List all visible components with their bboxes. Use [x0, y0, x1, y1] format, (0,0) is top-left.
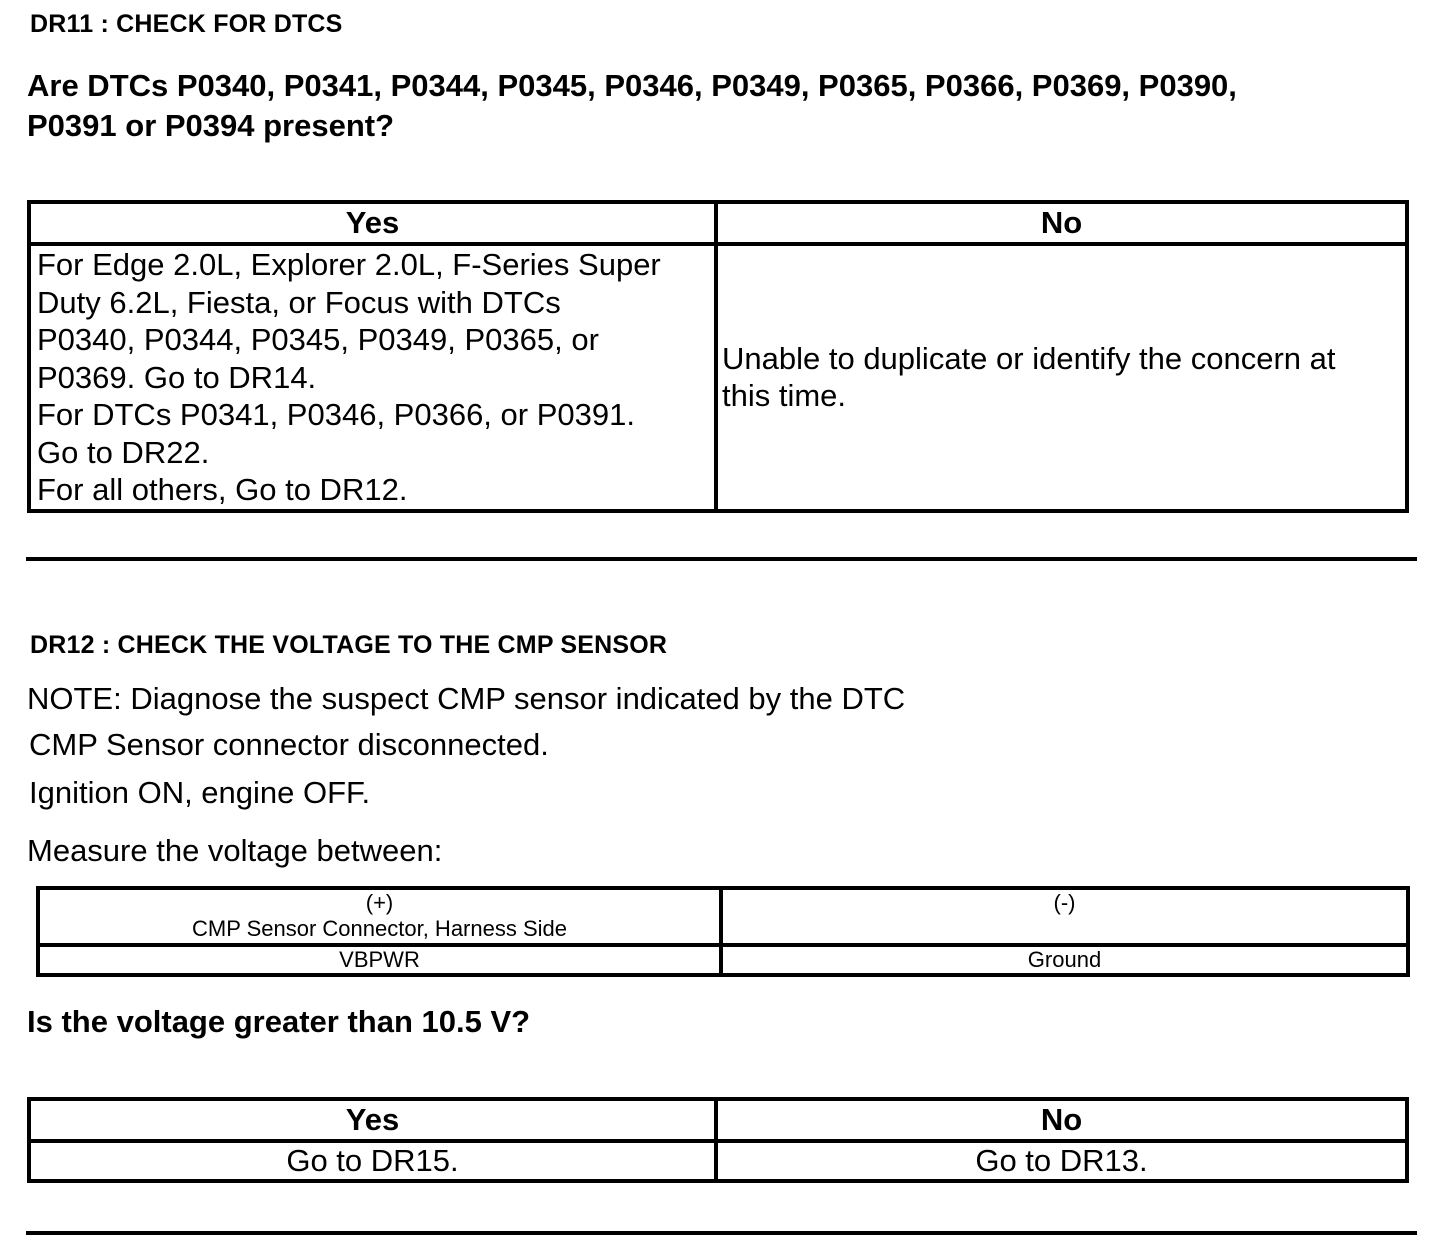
plus-header-cell: [38, 888, 721, 945]
dr12-title: DR12 : CHECK THE VOLTAGE TO THE CMP SENSOR: [30, 631, 668, 659]
plus-value: VBPWR: [38, 945, 721, 975]
dr11-question-line-2: P0391 or P0394 present?: [27, 108, 395, 143]
dr12-yes-value: Go to DR15.: [29, 1141, 716, 1181]
dr11-yes-header: Yes: [29, 202, 716, 244]
dr12-line-connector: CMP Sensor connector disconnected.: [29, 727, 549, 762]
dr11-yes-line: Go to DR22.: [37, 434, 210, 470]
dr11-yes-line: For Edge 2.0L, Explorer 2.0L, F-Series Super: [37, 247, 661, 282]
dr12-yes-header: Yes: [29, 1099, 716, 1141]
dr11-no-line: this time.: [722, 378, 847, 414]
minus-value: Ground: [721, 945, 1408, 975]
dr11-no-line: Unable to duplicate or identify the concern at: [722, 341, 1336, 377]
dr11-result-table: [27, 200, 1409, 513]
dr11-yes-line: P0340, P0344, P0345, P0349, P0365, or: [37, 322, 599, 357]
dr12-measure-label: Measure the voltage between:: [27, 833, 443, 868]
dr11-no-header: No: [716, 202, 1407, 244]
plus-subheader: CMP Sensor Connector, Harness Side: [192, 916, 567, 941]
plus-header: (+): [365, 890, 394, 915]
dr11-yes-cell: [29, 244, 716, 511]
dr11-yes-line: For DTCs P0341, P0346, P0366, or P0391.: [37, 397, 635, 432]
dr12-measure-table: [36, 886, 1410, 977]
dr11-yes-line: P0369. Go to DR14.: [37, 359, 317, 395]
dr11-yes-line: Duty 6.2L, Fiesta, or Focus with DTCs: [37, 284, 561, 320]
minus-header: (-): [1053, 890, 1076, 915]
dr12-result-table: [27, 1097, 1409, 1183]
minus-header-cell: [721, 888, 1408, 945]
dr11-question-line-1: Are DTCs P0340, P0341, P0344, P0345, P0346, P0349, P0365, P0366, P0369, P0390,: [27, 68, 1237, 103]
dr12-no-header: No: [716, 1099, 1407, 1141]
dr12-no-value: Go to DR13.: [716, 1141, 1407, 1181]
dr12-note: NOTE: Diagnose the suspect CMP sensor indicated by the DTC: [27, 681, 906, 716]
dr11-no-cell: [716, 244, 1407, 511]
dr11-yes-line: For all others, Go to DR12.: [37, 472, 408, 507]
dr11-question: [27, 66, 1237, 146]
dr12-line-ignition: Ignition ON, engine OFF.: [29, 775, 371, 810]
dr12-question: Is the voltage greater than 10.5 V?: [27, 1004, 531, 1039]
section-divider: [26, 557, 1417, 561]
dr11-title: DR11 : CHECK FOR DTCS: [30, 10, 343, 38]
section-divider: [26, 1231, 1417, 1235]
